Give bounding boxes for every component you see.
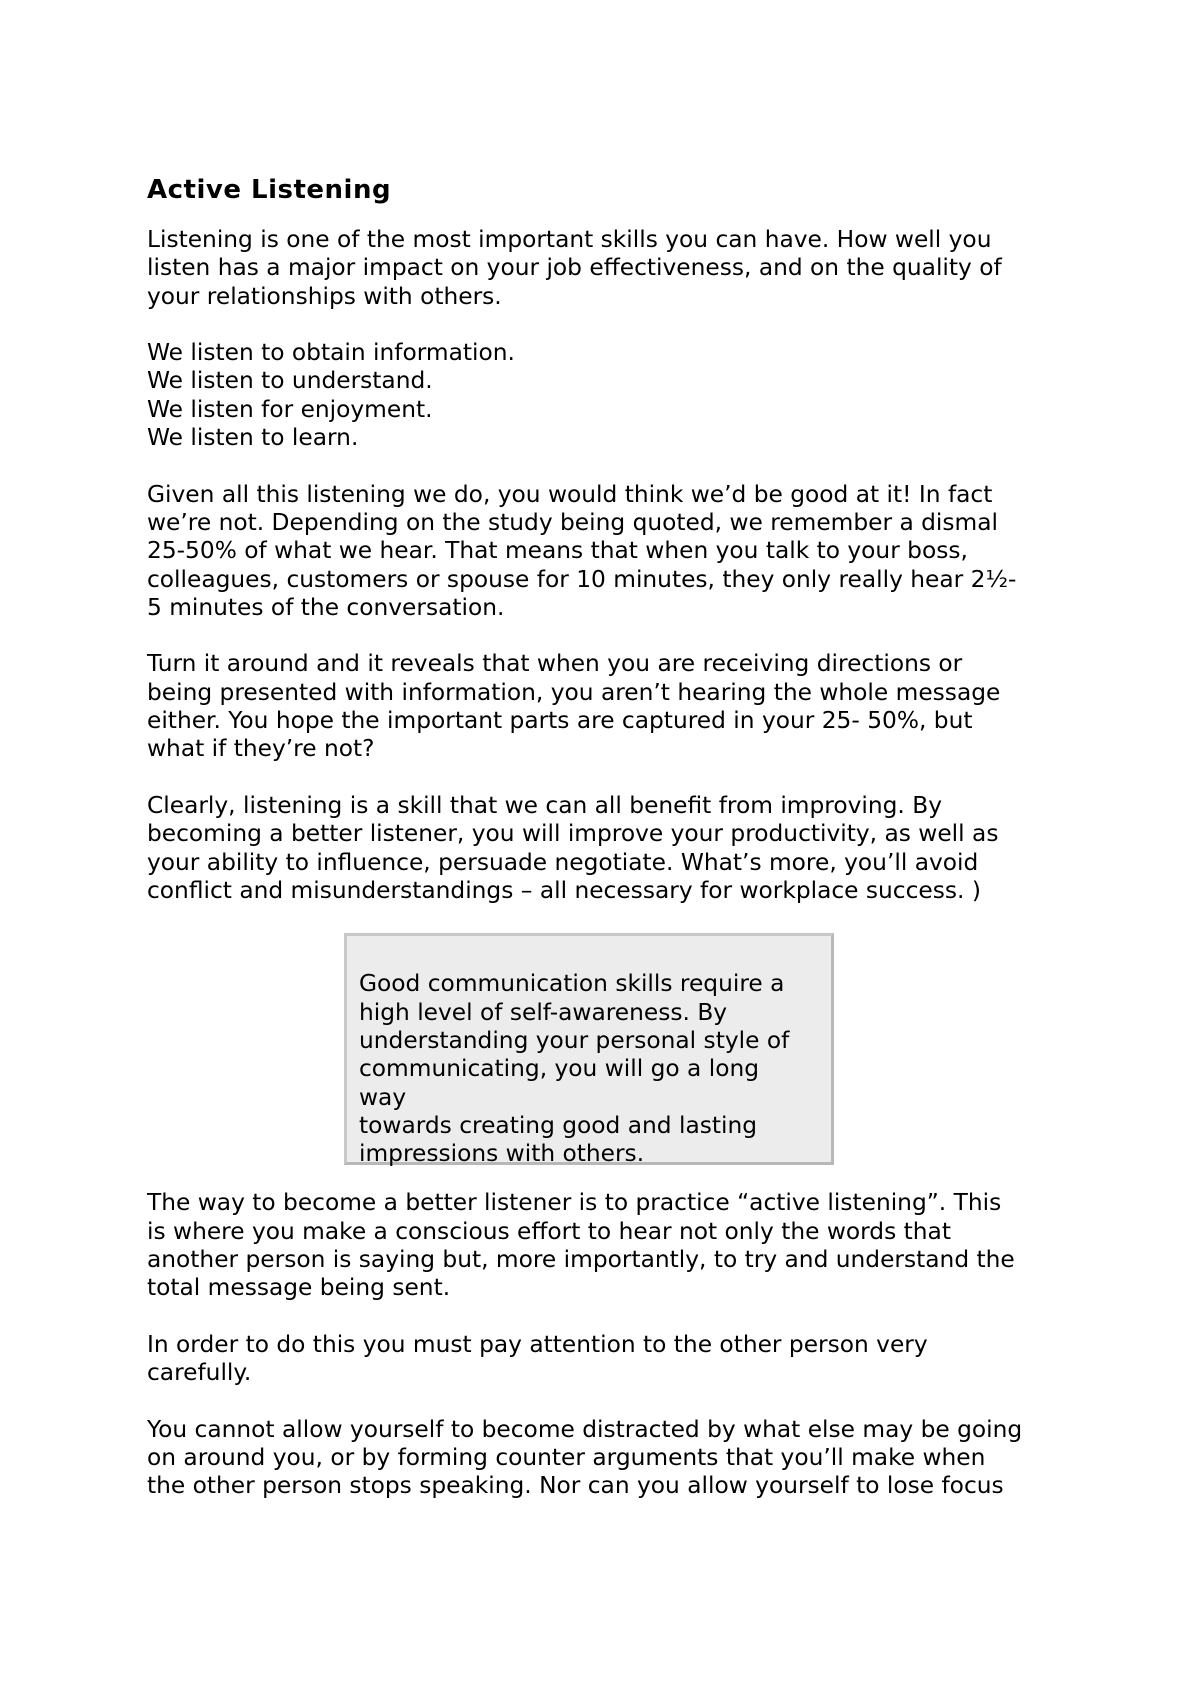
list-item: We listen for enjoyment. <box>147 395 433 423</box>
list-item: We listen to understand. <box>147 367 433 395</box>
listening-reasons-list <box>147 339 1077 452</box>
document-title: Active Listening <box>147 175 392 205</box>
list-item: We listen to obtain information. <box>147 339 515 367</box>
attention-paragraph: In order to do this you must pay attention to the other person very carefully. <box>147 1330 928 1387</box>
intro-paragraph: Listening is one of the most important skills you can have. How well you listen has a major impact on your job effectiveness, and on the quality of your relationships with others. <box>147 226 1002 310</box>
benefit-paragraph: Clearly, listening is a skill that we can all benefit from improving. By becoming a better listener, you will improve your productivity, as well as your ability to influence, persuade negotiate. What’s more, you’ll avoid conflict and misunderstandings – all necessary for workplace success. ) <box>147 791 999 904</box>
turn-around-paragraph: Turn it around and it reveals that when you are receiving directions or being presented with information, you aren’t hearing the whole message either. You hope the important parts are captured in your 25- 50%, but what if they’re not? <box>147 650 1001 763</box>
callout-box: Good communication skills require a high level of self-awareness. By understanding your personal style of communicating, you will go a long way towards creating good and lasting impressions with others. <box>344 933 834 1165</box>
list-item: We listen to learn. <box>147 424 359 452</box>
distraction-paragraph: You cannot allow yourself to become distracted by what else may be going on around you, or by forming counter arguments that you’ll make when the other person stops speaking. Nor can you allow yourself to lose focus <box>147 1415 1023 1500</box>
active-listening-paragraph: The way to become a better listener is to practice “active listening”. This is where you make a conscious effort to hear not only the words that another person is saying but, more importantly, to try and understand the total message being sent. <box>147 1189 1015 1302</box>
statistics-paragraph: Given all this listening we do, you would think we’d be good at it! In fact we’re not. Depending on the study being quoted, we remember a dismal 25-50% of what we hear. That means that when you talk to your boss, colleagues, customers or spouse for 10 minutes, they only really hear 2½- 5 minutes of the conversation. <box>147 480 1017 621</box>
document-page <box>147 170 1077 1529</box>
